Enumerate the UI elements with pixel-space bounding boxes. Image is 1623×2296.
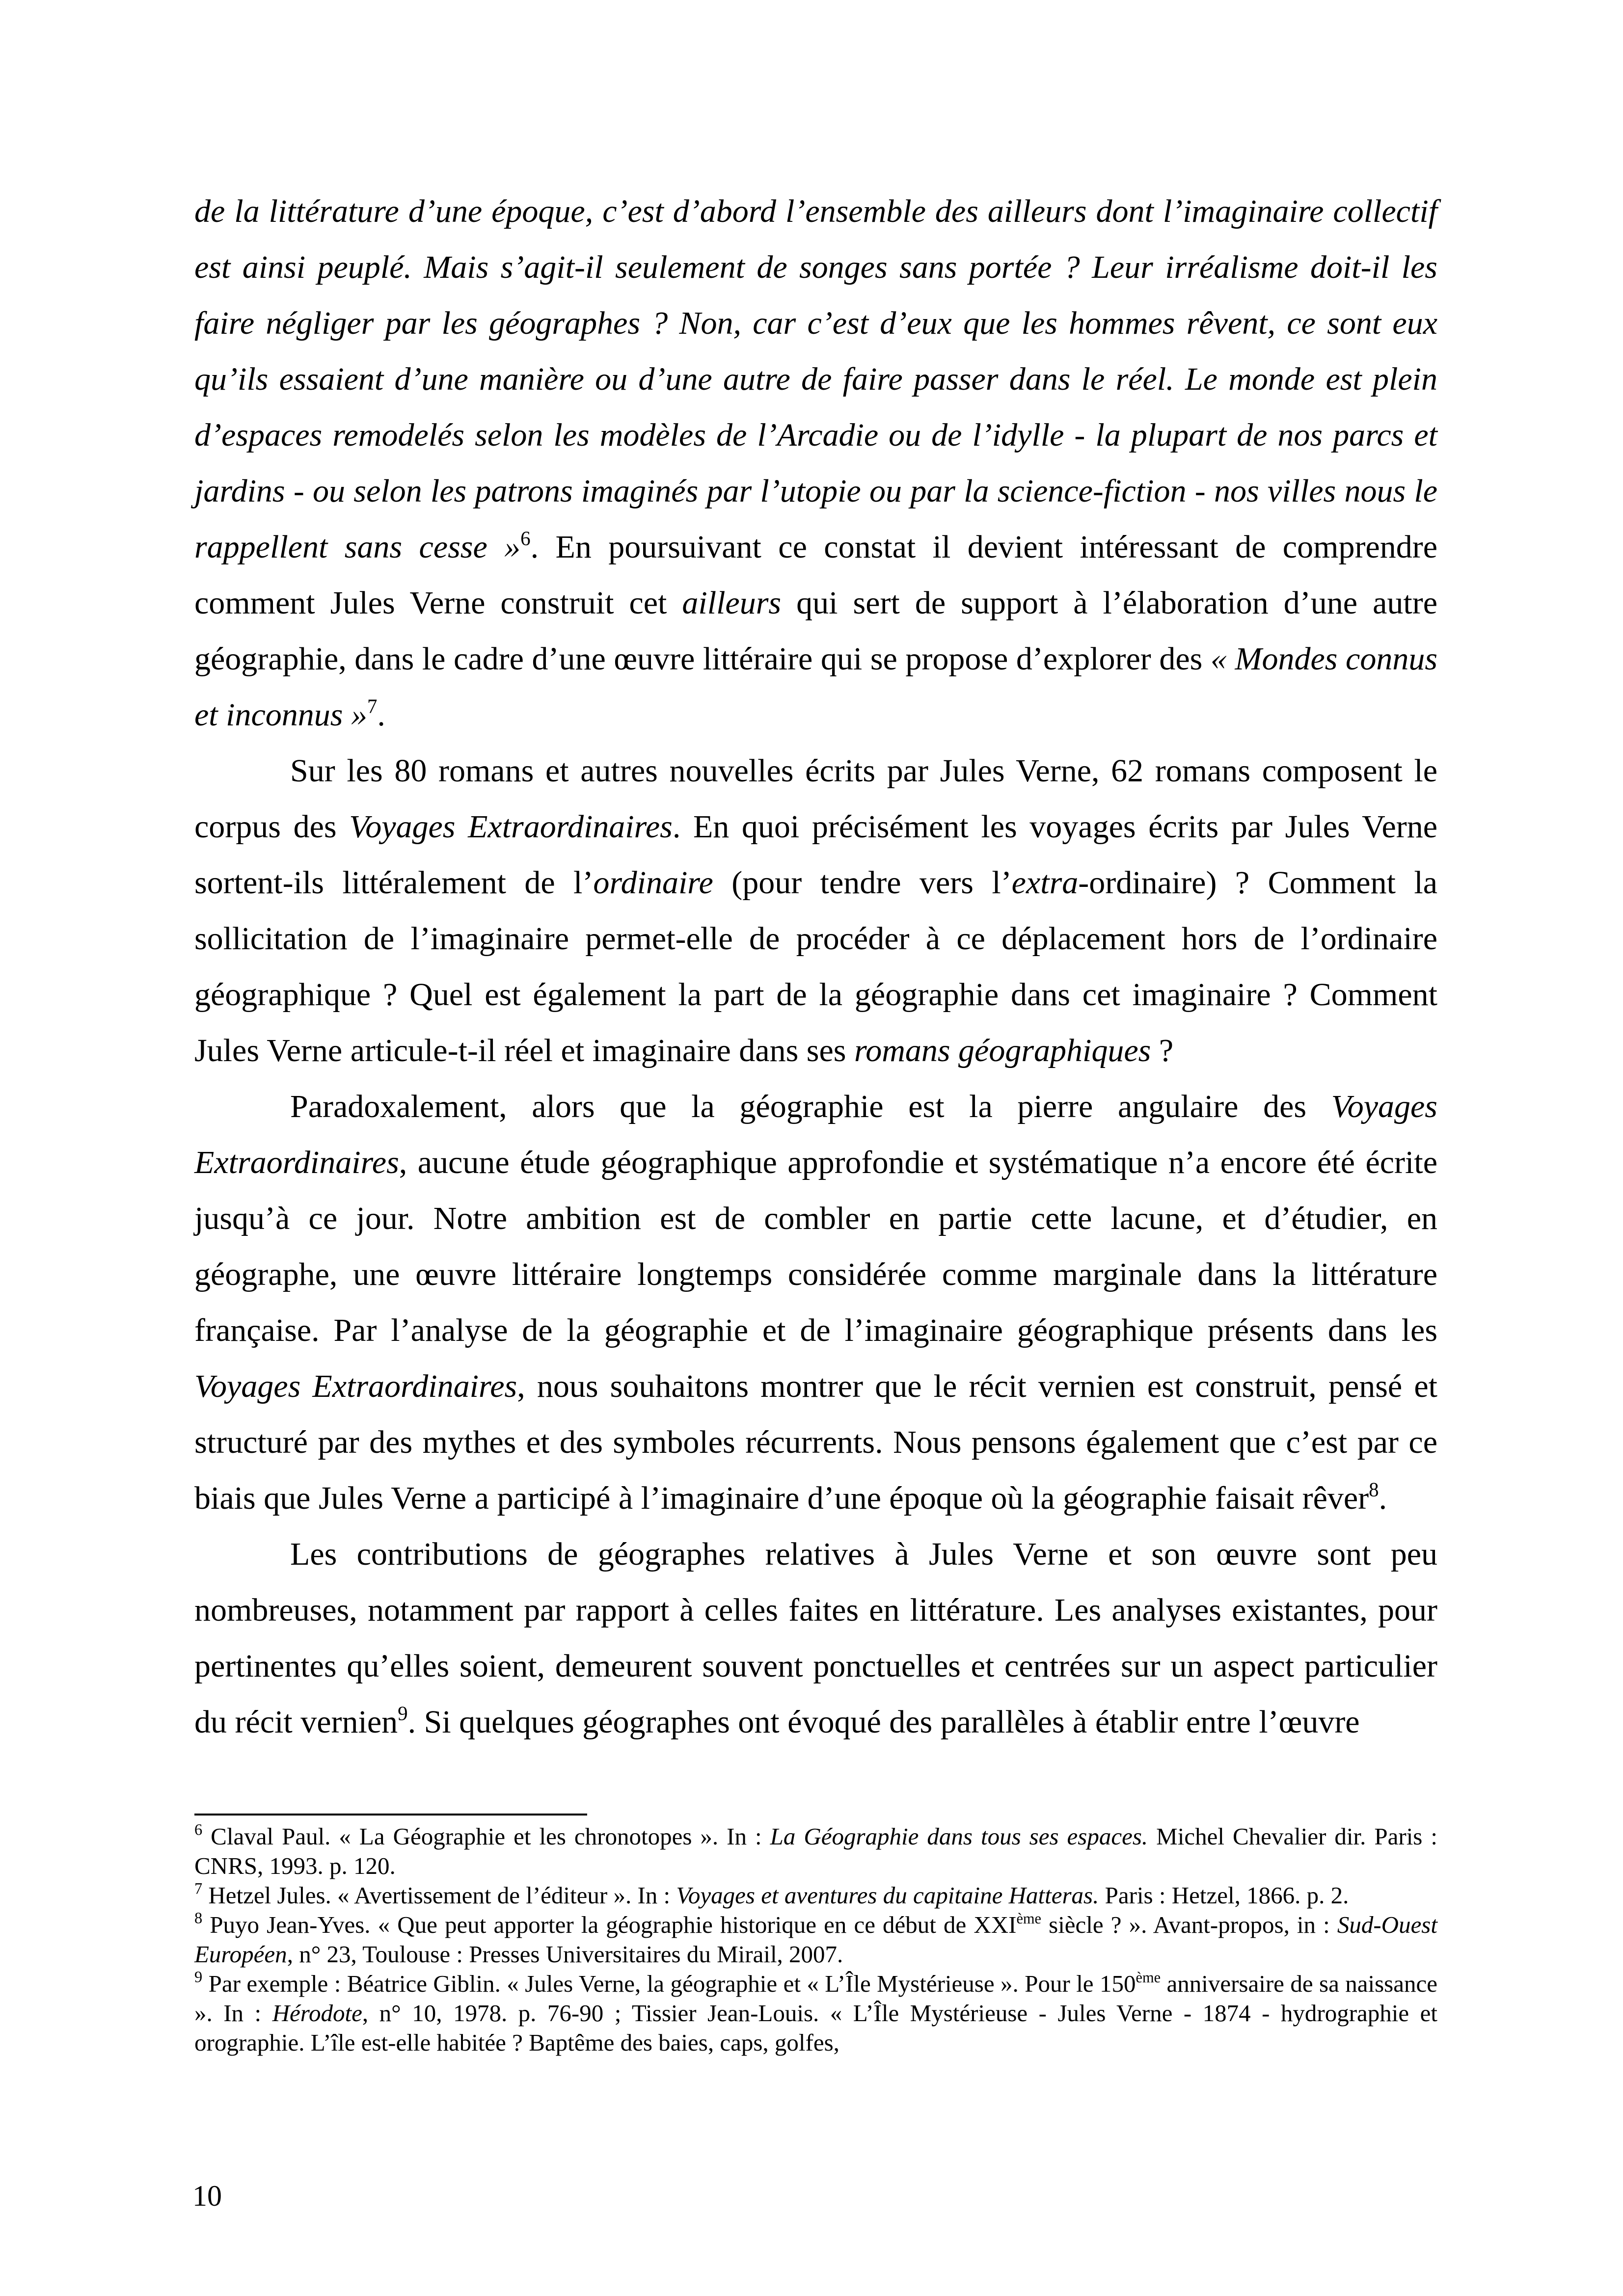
footnote (194, 1881, 1437, 1910)
italic-text: ailleurs (682, 585, 782, 621)
text-run: , n° 23, Toulouse : Presses Universitaires du Mirail, 2007. (287, 1941, 843, 1968)
text-run: (pour tendre vers l’ (713, 865, 1012, 901)
text-run: Claval Paul. « La Géographie et les chronotopes ». In : (202, 1823, 770, 1850)
superscript: 9 (398, 1702, 408, 1725)
text-run: , nous souhaitons montrer que le récit vernien est construit, pensé et structuré par des mythes et des symboles récurrents. Nous pensons également que c’est par ce biais que Jules Verne a participé à l’imaginaire d’une époque où la géographie faisait rêver (194, 1368, 1438, 1516)
text-run: Michel Chevalier dir. Paris : CNRS, 1993. p. 120. (194, 1823, 1437, 1879)
italic-text: romans géographiques (854, 1033, 1151, 1068)
footnote (194, 1969, 1437, 2057)
superscript: ème (1016, 1910, 1042, 1927)
footnote-number: 9 (194, 1968, 203, 1986)
text-run: . (1379, 1480, 1387, 1516)
text-run: qui sert de support à l’élaboration d’une autre géographie, dans le cadre d’une œuvre littéraire qui se propose d’explorer des (194, 585, 1437, 677)
footnote (194, 1822, 1437, 1881)
text-run: -ordinaire) ? Comment la sollicitation de l’imaginaire permet-elle de procéder à ce déplacement hors de l’ordinaire géographique ? Quel est également la part de la géographie dans cet imaginaire ? Comment Jules Verne articule-t-il réel et imaginaire dans ses (194, 865, 1437, 1068)
text-run: . (377, 697, 385, 733)
text-run: Paris : Hetzel, 1866. p. 2. (1099, 1882, 1349, 1909)
text-run: Paradoxalement, alors que la géographie est la pierre angulaire des (290, 1089, 1331, 1124)
italic-text: Voyages Extraordinaires (349, 809, 673, 845)
italic-text: extra (1011, 865, 1079, 901)
text-run: ? (1151, 1033, 1174, 1068)
text-run: anniversaire de sa naissance ». In : (194, 1970, 1437, 2027)
paragraph (194, 1079, 1437, 1526)
page-number: 10 (192, 2180, 222, 2212)
italic-text: ordinaire (593, 865, 713, 901)
superscript: 7 (367, 695, 378, 718)
italic-text: Sud-Ouest Européen (194, 1911, 1437, 1968)
text-run: Par exemple : Béatrice Giblin. « Jules Verne, la géographie et « L’Île Mystérieuse ». Pour le 150 (202, 1970, 1136, 1997)
page-body (194, 184, 1437, 1750)
text-run: Puyo Jean-Yves. « Que peut apporter la géographie historique en ce début de XXI (202, 1911, 1017, 1938)
italic-text: Voyages Extraordinaires (194, 1368, 517, 1404)
footnote-number: 8 (194, 1909, 203, 1927)
text-run: siècle ? ». Avant-propos, in : (1041, 1911, 1337, 1938)
superscript: ème (1136, 1969, 1161, 1986)
text-run: . Si quelques géographes ont évoqué des parallèles à établir entre l’œuvre (407, 1704, 1360, 1740)
text-run: . En poursuivant ce constat il devient intéressant de comprendre comment Jules Verne construit cet (194, 529, 1437, 621)
italic-text: La Géographie dans tous ses espaces. (770, 1823, 1148, 1850)
paragraph (194, 1526, 1437, 1750)
superscript: 6 (520, 527, 531, 550)
footnote-number: 7 (194, 1879, 203, 1897)
body-text (194, 184, 1437, 1750)
footnote (194, 1910, 1437, 1969)
paragraph (194, 743, 1437, 1079)
italic-text: Voyages et aventures du capitaine Hatteras. (676, 1882, 1099, 1909)
text-run: Sur les 80 romans et autres nouvelles écrits par Jules Verne, 62 romans composent le corpus des (194, 753, 1437, 845)
superscript: 8 (1369, 1478, 1379, 1501)
paragraph (194, 184, 1437, 743)
text-run: Les contributions de géographes relatives à Jules Verne et son œuvre sont peu nombreuses, notamment par rapport à celles faites en littérature. Les analyses existantes, pour pertinentes qu’elles soient, demeurent souvent ponctuelles et centrées sur un aspect particulier du récit vernien (194, 1536, 1437, 1740)
text-run: . En quoi précisément les voyages écrits par Jules Verne sortent-ils littéralement de l’ (194, 809, 1438, 901)
text-run: , n° 10, 1978. p. 76-90 ; Tissier Jean-Louis. « L’Île Mystérieuse - Jules Verne - 1874 - hydrographie et orographie. L’île est-elle habitée ? Baptême des baies, caps, golfes, (194, 2000, 1437, 2056)
italic-text: Hérodote (272, 2000, 362, 2027)
italic-text: de la littérature d’une époque, c’est d’abord l’ensemble des ailleurs dont l’imaginaire collectif est ainsi peuplé. Mais s’agit-il seulement de songes sans portée ? Leur irréalisme doit-il les faire négliger par les géographes ? Non, car c’est d’eux que les hommes rêvent, ce sont eux qu’ils essaient d’une manière ou d’une autre de faire passer dans le réel. Le monde est plein d’espaces remodelés selon les modèles de l’Arcadie ou de l’idylle - la plupart de nos parcs et jardins - ou selon les patrons imaginés par l’utopie ou par la science-fiction - nos villes nous le rappellent sans cesse » (194, 193, 1437, 565)
text-run: , aucune étude géographique approfondie et systématique n’a encore été écrite jusqu’à ce jour. Notre ambition est de combler en partie cette lacune, et d’étudier, en géographe, une œuvre littéraire longtemps considérée comme marginale dans la littérature française. Par l’analyse de la géographie et de l’imaginaire géographique présents dans les (194, 1145, 1437, 1348)
italic-text: « Mondes connus et inconnus » (194, 641, 1438, 733)
footnotes (194, 1822, 1437, 2057)
text-run: Hetzel Jules. « Avertissement de l’éditeur ». In : (202, 1882, 676, 1909)
footnote-number: 6 (194, 1820, 203, 1839)
footnote-separator (194, 1814, 587, 1815)
italic-text: Voyages Extraordinaires (194, 1089, 1437, 1180)
